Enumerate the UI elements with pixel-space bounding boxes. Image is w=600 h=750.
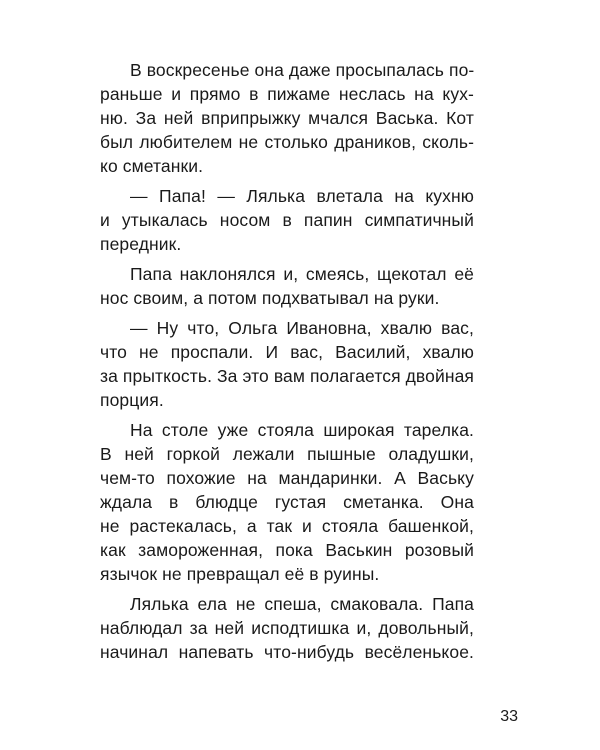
text-line: язычок не превращал её в руины.: [100, 564, 380, 584]
text-line: — Ну что, Ольга Ивановна, хвалю вас,: [130, 318, 474, 338]
text-line: начинал напевать что-нибудь весёленькое.: [100, 642, 474, 662]
text-line: В воскресенье она даже просыпалась по-: [130, 60, 475, 80]
text-line: ждала в блюдце густая сметанка. Она: [100, 492, 474, 512]
paragraph: [100, 184, 474, 256]
text-line: что не проспали. И вас, Василий, хвалю: [100, 342, 474, 362]
text-line: В ней горкой лежали пышные оладушки,: [100, 444, 474, 464]
text-line: не растекалась, а так и стояла башенкой,: [100, 516, 474, 536]
text-line: за прыткость. За это вам полагается двойная: [100, 366, 475, 386]
text-line: как замороженная, пока Васькин розовый: [100, 540, 474, 560]
text-line: чем-то похожие на мандаринки. А Ваську: [100, 468, 474, 488]
text-line: передник.: [100, 234, 182, 254]
paragraph: [100, 58, 474, 178]
text-line: раньше и прямо в пижаме неслась на кух-: [100, 84, 474, 104]
text-line: ню. За ней вприпрыжку мчался Васька. Кот: [100, 108, 474, 128]
paragraph: [100, 592, 474, 664]
paragraph: [100, 418, 474, 586]
text-line: наблюдал за ней исподтишка и, довольный,: [100, 618, 474, 638]
paragraph: [100, 262, 474, 310]
text-line: порция.: [100, 390, 164, 410]
text-line: нос своим, а потом подхватывал на руки.: [100, 288, 440, 308]
text-line: Папа наклонялся и, смеясь, щекотал её: [130, 264, 474, 284]
paragraph: [100, 316, 474, 412]
body-text: [100, 58, 474, 664]
page-number: 33: [500, 708, 518, 725]
text-line: — Папа! — Лялька влетала на кухню: [130, 186, 474, 206]
text-line: На столе уже стояла широкая тарелка.: [130, 420, 474, 440]
text-line: был любителем не столько драников, сколь-: [100, 132, 474, 152]
text-line: ко сметанки.: [100, 156, 204, 176]
text-line: Лялька ела не спеша, смаковала. Папа: [130, 594, 474, 614]
text-line: и утыкалась носом в папин симпатичный: [100, 210, 474, 230]
